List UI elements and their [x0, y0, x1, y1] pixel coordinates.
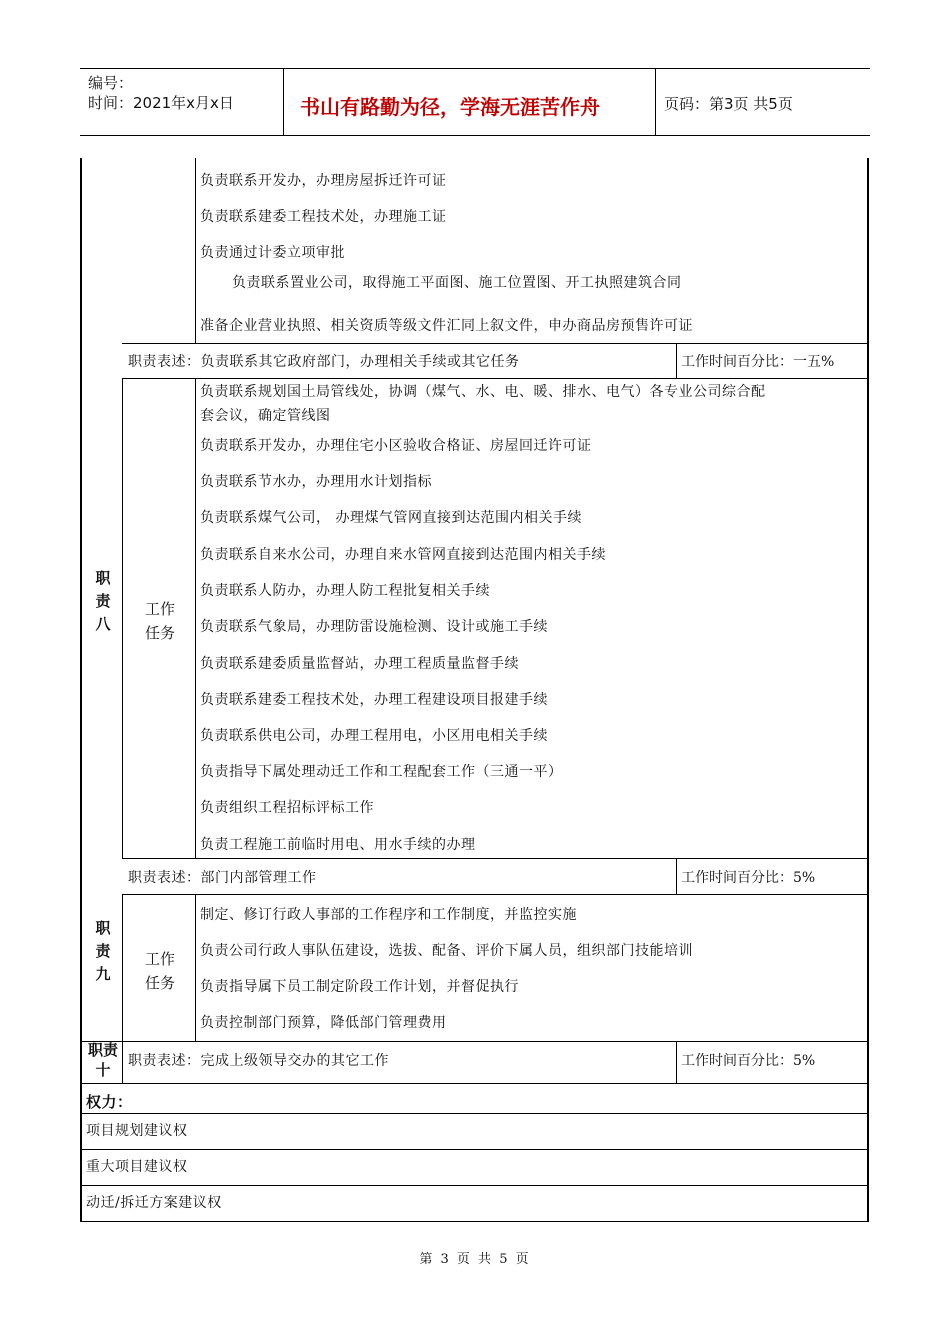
duty8-task-1: 负责联系规划国土局管线处，协调（煤气、水、电、暖、排水、电气）各专业公司综合配 — [200, 384, 766, 400]
doc-date-label: 时间：2021年x月x日 — [88, 94, 234, 112]
header-motto: 书山有路勤为径，学海无涯苦作舟 — [300, 95, 600, 119]
duty9-task-2: 负责公司行政人事队伍建设，选拔、配备、评价下属人员，组织部门技能培训 — [200, 943, 693, 959]
header-divider-1 — [283, 68, 284, 136]
duty8-pct-divider — [676, 343, 677, 379]
power-row1-rule — [80, 1149, 868, 1150]
duty9-desc-top-rule — [122, 858, 868, 859]
duty10-top-rule — [80, 1041, 868, 1042]
duty8-task-divider — [195, 378, 196, 858]
power-title-rule — [80, 1113, 868, 1114]
header-top-rule — [80, 68, 870, 69]
duty8-description: 职责表述：负责联系其它政府部门，办理相关手续或其它任务 — [128, 354, 520, 370]
duty8-task-8: 负责联系建委质量监督站，办理工程质量监督手续 — [200, 656, 519, 672]
duty8-label-char-2: 责 — [95, 592, 111, 610]
duty8-task-10: 负责联系供电公司，办理工程用电，小区用电相关手续 — [200, 728, 548, 744]
duty8-task-6: 负责联系人防办，办理人防工程批复相关手续 — [200, 583, 490, 599]
duty10-pct-divider — [676, 1041, 677, 1083]
duty8-work-label-line-1: 工作 — [144, 600, 175, 618]
duty9-task-4: 负责控制部门预算，降低部门管理费用 — [200, 1015, 447, 1031]
duty8-task-7: 负责联系气象局，办理防雷设施检测、设计或施工手续 — [200, 619, 548, 635]
duty10-label — [82, 1040, 124, 1080]
duty7-task-1: 负责联系开发办，办理房屋拆迁许可证 — [200, 173, 447, 189]
duty9-label-char-2: 责 — [95, 942, 111, 960]
duty9-label-char-1: 职 — [95, 919, 111, 937]
duty8-task-9: 负责联系建委工程技术处，办理工程建设项目报建手续 — [200, 692, 548, 708]
duty8-task-4: 负责联系煤气公司， 办理煤气管网直接到达范围内相关手续 — [200, 510, 582, 526]
duty8-task-1-continued: 套会议，确定管线图 — [200, 408, 331, 424]
duty8-task-11: 负责指导下属处理动迁工作和工程配套工作（三通一平） — [200, 764, 563, 780]
duty8-work-label-line-2: 任务 — [144, 624, 175, 642]
duty9-label — [84, 917, 122, 986]
duty8-label-char-3: 八 — [95, 615, 111, 633]
duty8-task-12: 负责组织工程招标评标工作 — [200, 800, 374, 816]
page-code: 页码：第3页 共5页 — [664, 95, 793, 113]
duty9-description: 职责表述：部门内部管理工作 — [128, 870, 317, 886]
duty10-bottom-rule — [80, 1083, 868, 1084]
duty9-desc-bottom-rule — [122, 894, 868, 895]
page-footer: 第 3 页 共 5 页 — [419, 1252, 531, 1267]
duty8-task-3: 负责联系节水办，办理用水计划指标 — [200, 474, 432, 490]
header-divider-2 — [655, 68, 656, 136]
duty9-pct-divider — [676, 858, 677, 895]
duty9-task-divider — [195, 895, 196, 1041]
duty9-task-1: 制定、修订行政人事部的工作程序和工作制度，并监控实施 — [200, 907, 577, 923]
duty10-label-line-1: 职责 — [87, 1041, 118, 1059]
duty10-label-line-2: 十 — [95, 1061, 111, 1079]
duty8-task-2: 负责联系开发办，办理住宅小区验收合格证、房屋回迁许可证 — [200, 438, 592, 454]
duty8-time-percentage: 工作时间百分比：一五% — [681, 354, 835, 370]
duty8-task-5: 负责联系自来水公司，办理自来水管网直接到达范围内相关手续 — [200, 547, 606, 563]
power-section-title: 权力： — [86, 1093, 133, 1111]
duty9-label-divider — [122, 895, 123, 1041]
power-item-1: 项目规划建议权 — [86, 1123, 188, 1139]
duty8-work-label — [134, 597, 186, 645]
header-bottom-rule — [80, 135, 870, 136]
duty10-description: 职责表述：完成上级领导交办的其它工作 — [128, 1053, 389, 1069]
duty8-label-divider — [122, 378, 123, 858]
table-right-border — [867, 158, 869, 1222]
duty9-task-3: 负责指导属下员工制定阶段工作计划，并督促执行 — [200, 979, 519, 995]
duty7-task-4: 负责联系置业公司，取得施工平面图、施工位置图、开工执照建筑合同 — [232, 275, 682, 291]
power-item-2: 重大项目建议权 — [86, 1159, 188, 1175]
duty8-task-13: 负责工程施工前临时用电、用水手续的办理 — [200, 837, 476, 853]
duty7-task-5: 准备企业营业执照、相关资质等级文件汇同上叙文件，申办商品房预售许可证 — [200, 318, 693, 334]
duty8-desc-bottom-rule — [122, 378, 868, 379]
duty9-work-label-line-1: 工作 — [144, 950, 175, 968]
duty7-task-2: 负责联系建委工程技术处，办理施工证 — [200, 209, 447, 225]
table-bottom-border — [80, 1221, 869, 1222]
duty9-work-label-line-2: 任务 — [144, 974, 175, 992]
duty8-label-char-1: 职 — [95, 569, 111, 587]
duty7-task-divider — [195, 158, 196, 344]
duty9-label-char-3: 九 — [95, 965, 111, 983]
duty8-label — [84, 567, 122, 636]
duty8-desc-top-rule — [122, 343, 868, 344]
duty10-time-percentage: 工作时间百分比：5% — [681, 1053, 816, 1069]
duty9-work-label — [134, 947, 186, 995]
power-item-3: 动迁/拆迁方案建议权 — [86, 1195, 222, 1211]
duty7-task-3: 负责通过计委立项审批 — [200, 245, 345, 261]
duty9-time-percentage: 工作时间百分比：5% — [681, 870, 816, 886]
power-row2-rule — [80, 1185, 868, 1186]
doc-number-label: 编号： — [88, 74, 134, 92]
